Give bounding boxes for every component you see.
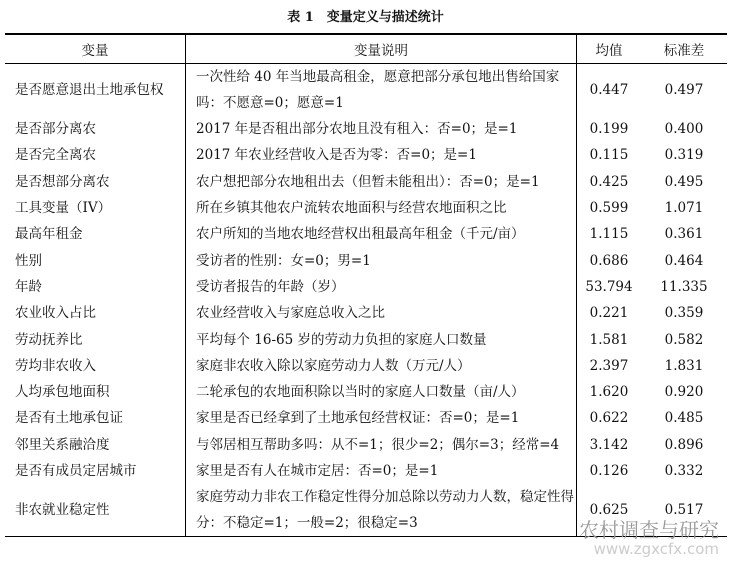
table-row bbox=[5, 195, 727, 221]
table-row bbox=[5, 142, 727, 168]
mean-cell: 1.115 bbox=[589, 226, 629, 243]
variable-cell: 农业收入占比 bbox=[5, 300, 186, 326]
variable-cell: 性别 bbox=[5, 247, 186, 273]
table-row bbox=[5, 432, 727, 458]
description-cell: 一次性给 40 年当地最高租金，愿意把部分承包地出售给国家吗：不愿意=0；愿意=1 bbox=[186, 64, 577, 117]
table-row bbox=[5, 300, 727, 326]
std-cell: 0.896 bbox=[664, 436, 704, 453]
description-cell: 农户想把部分农地租出去（但暂未能租出）：否=0；是=1 bbox=[186, 169, 577, 195]
table-row bbox=[5, 116, 727, 142]
description-cell: 所在乡镇其他农户流转农地面积与经营农地面积之比 bbox=[186, 195, 577, 221]
std-cell: 0.464 bbox=[664, 252, 704, 269]
variable-cell: 是否愿意退出土地承包权 bbox=[5, 64, 186, 117]
watermark-url: www.zgxcfx.com bbox=[593, 540, 719, 558]
variable-cell: 工具变量（IV） bbox=[5, 195, 186, 221]
mean-cell: 0.686 bbox=[589, 252, 629, 269]
description-cell: 2017 年是否租出部分农地且没有租入：否=0；是=1 bbox=[186, 116, 577, 142]
std-cell: 0.361 bbox=[664, 226, 704, 243]
std-cell: 0.485 bbox=[664, 410, 704, 427]
std-cell: 0.359 bbox=[664, 305, 704, 322]
statistics-table bbox=[5, 33, 727, 537]
std-cell: 0.920 bbox=[664, 384, 704, 401]
mean-cell: 53.794 bbox=[585, 278, 633, 295]
variable-cell: 是否有成员定居城市 bbox=[5, 458, 186, 484]
variable-cell: 是否完全离农 bbox=[5, 142, 186, 168]
std-cell: 11.335 bbox=[660, 278, 708, 295]
table-row bbox=[5, 326, 727, 352]
mean-cell: 0.199 bbox=[589, 121, 629, 138]
std-cell: 0.319 bbox=[664, 147, 704, 164]
variable-cell: 非农就业稳定性 bbox=[5, 484, 186, 537]
variable-cell: 邻里关系融洽度 bbox=[5, 432, 186, 458]
std-cell: 0.517 bbox=[664, 502, 704, 519]
mean-cell: 0.425 bbox=[589, 173, 629, 190]
mean-cell: 0.622 bbox=[589, 410, 629, 427]
mean-cell: 0.115 bbox=[589, 147, 629, 164]
std-cell: 0.400 bbox=[664, 121, 704, 138]
table-row bbox=[5, 247, 727, 273]
variable-cell: 是否想部分离农 bbox=[5, 169, 186, 195]
description-cell: 家庭劳动力非农工作稳定性得分加总除以劳动力人数，稳定性得分：不稳定=1；一般=2；很稳定=3 bbox=[186, 484, 577, 537]
table-row bbox=[5, 379, 727, 405]
std-cell: 0.332 bbox=[664, 463, 704, 479]
mean-cell: 0.599 bbox=[589, 200, 629, 217]
table-row bbox=[5, 221, 727, 247]
description-cell: 受访者的性别：女=0；男=1 bbox=[186, 247, 577, 273]
table-row bbox=[5, 64, 727, 117]
header-variable: 变量 bbox=[5, 34, 186, 64]
variable-cell: 是否部分离农 bbox=[5, 116, 186, 142]
description-cell: 家庭非农收入除以家庭劳动力人数（万元/人） bbox=[186, 353, 577, 379]
header-description: 变量说明 bbox=[186, 34, 577, 64]
std-cell: 1.831 bbox=[664, 357, 704, 374]
description-cell: 平均每个 16-65 岁的劳动力负担的家庭人口数量 bbox=[186, 326, 577, 352]
std-cell: 0.497 bbox=[664, 82, 704, 98]
description-cell: 农户所知的当地农地经营权出租最高年租金（千元/亩） bbox=[186, 221, 577, 247]
description-cell: 农业经营收入与家庭总收入之比 bbox=[186, 300, 577, 326]
variable-cell: 最高年租金 bbox=[5, 221, 186, 247]
std-cell: 0.582 bbox=[664, 331, 704, 348]
description-cell: 与邻居相互帮助多吗：从不=1；很少=2；偶尔=3；经常=4 bbox=[186, 432, 577, 458]
mean-cell: 0.447 bbox=[589, 82, 629, 98]
variable-cell: 年龄 bbox=[5, 274, 186, 300]
description-cell: 二轮承包的农地面积除以当时的家庭人口数量（亩/人） bbox=[186, 379, 577, 405]
mean-cell: 1.581 bbox=[589, 331, 629, 348]
watermark-name: 农村调查与研究 bbox=[579, 518, 719, 542]
header-std: 标准差 bbox=[663, 43, 705, 59]
header-mean: 均值 bbox=[595, 43, 623, 59]
mean-cell: 0.625 bbox=[589, 502, 629, 519]
table-row bbox=[5, 169, 727, 195]
std-cell: 0.495 bbox=[664, 173, 704, 190]
table-row bbox=[5, 458, 727, 484]
description-cell: 受访者报告的年龄（岁） bbox=[186, 274, 577, 300]
mean-cell: 3.142 bbox=[589, 436, 629, 453]
mean-cell: 0.126 bbox=[589, 463, 629, 479]
table-row bbox=[5, 405, 727, 431]
table-row bbox=[5, 274, 727, 300]
variable-cell: 劳动抚养比 bbox=[5, 326, 186, 352]
variable-cell: 是否有土地承包证 bbox=[5, 405, 186, 431]
variable-cell: 人均承包地面积 bbox=[5, 379, 186, 405]
mean-cell: 2.397 bbox=[589, 357, 629, 374]
table-row bbox=[5, 353, 727, 379]
std-cell: 1.071 bbox=[664, 200, 704, 217]
mean-cell: 0.221 bbox=[589, 305, 629, 322]
header-row bbox=[5, 34, 727, 64]
variable-cell: 劳均非农收入 bbox=[5, 353, 186, 379]
table-title: 表 1 变量定义与描述统计 bbox=[287, 10, 444, 25]
description-cell: 2017 年农业经营收入是否为零：否=0；是=1 bbox=[186, 142, 577, 168]
description-cell: 家里是否已经拿到了土地承包经营权证：否=0；是=1 bbox=[186, 405, 577, 431]
mean-cell: 1.620 bbox=[589, 384, 629, 401]
description-cell: 家里是否有人在城市定居：否=0；是=1 bbox=[186, 458, 577, 484]
